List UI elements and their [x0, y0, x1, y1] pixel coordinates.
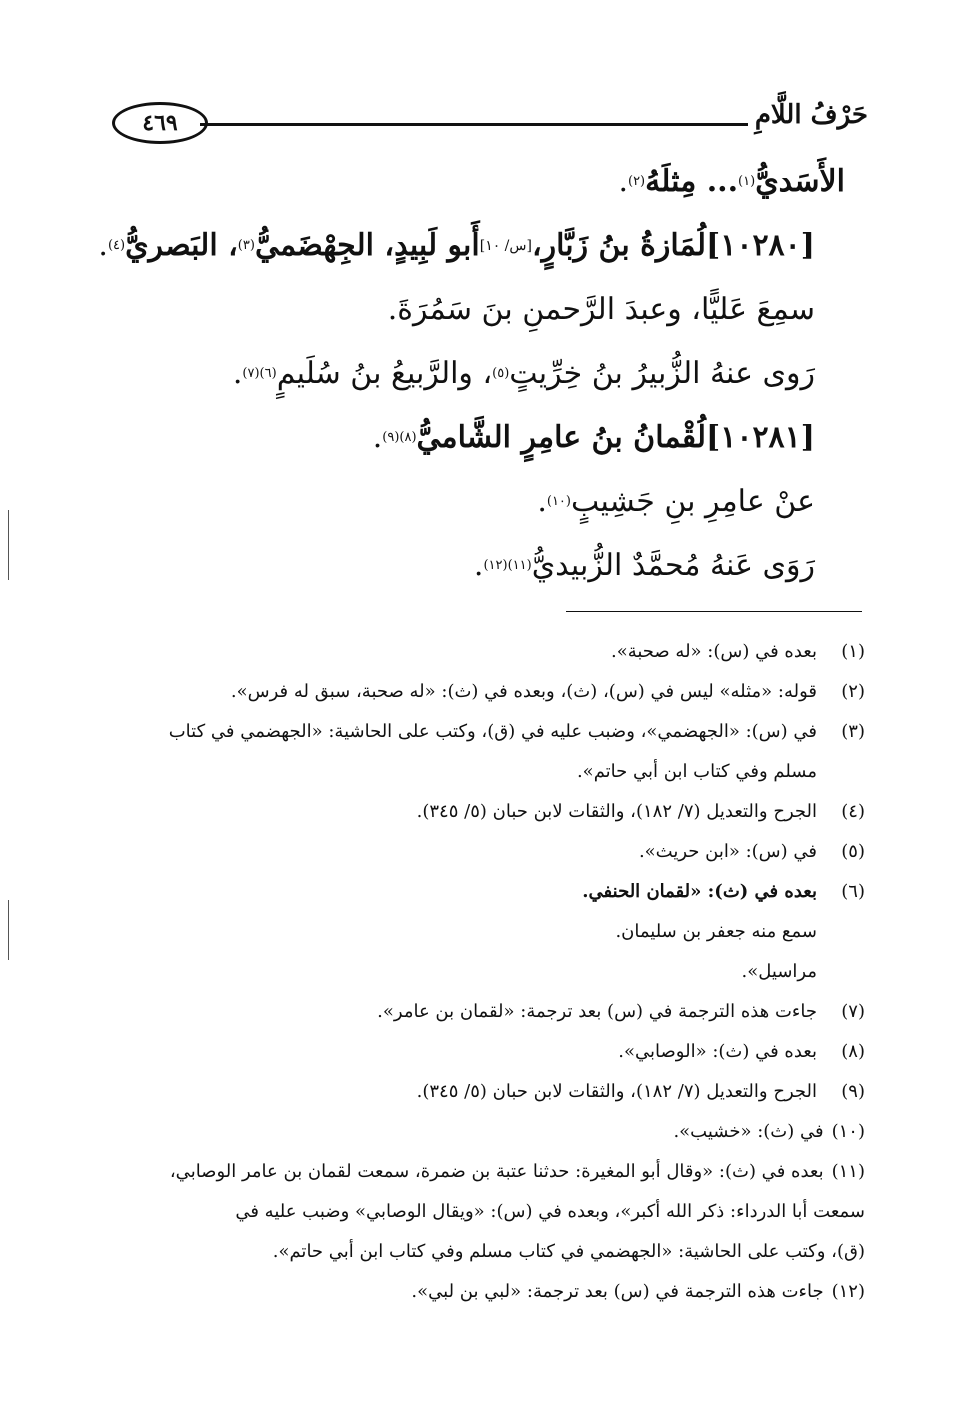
page-number-badge	[112, 102, 208, 144]
text-span: سمِعَ عَليًّا، وعبدَ الرَّحمنِ بنَ سَمُرَةَ.	[387, 292, 815, 327]
footnote-text: بعده في (ث): «وقال أبو المغيرة: حدثنا عتبة بن ضمرة، سمعت لقمان بن عامر الوصابي،	[169, 1161, 824, 1182]
footnote-text: قوله: «مثله» ليس في (س)، (ث)، وبعده في (ث): «له صحبة، سبق له فرس».	[230, 681, 817, 702]
footnote-text: في (س): «ابن حريث».	[638, 841, 817, 862]
footnote-2	[120, 672, 865, 712]
footnote-text: بعده في (س): «له صحبة».	[610, 641, 817, 662]
text-line-1: الأَسَديُّ (١) ... مِثلَهُ (٢) .	[618, 164, 845, 199]
footnote-text: الجرح والتعديل (٧/ ١٨٢)، والثقات لابن حبان (٥/ ٣٤٥).	[416, 1081, 817, 1102]
scan-edge-mark	[8, 510, 9, 580]
footnote-text: في (ث): «خشيب».	[673, 1121, 824, 1142]
footnote-number: (٥)	[841, 841, 865, 862]
footnote-4	[120, 792, 865, 832]
entry-10280-line-2	[125, 278, 845, 342]
page-header	[112, 96, 868, 148]
footnote-text: الجرح والتعديل (٧/ ١٨٢)، والثقات لابن حبان (٥/ ٣٤٥).	[416, 801, 817, 822]
entry-10281-heading: [١٠٢٨١] لُقْمانُ بنُ عامِرٍ الشَّاميُّ (٨)(٩) .	[372, 420, 815, 455]
entry-name: لُقْمانُ بنُ عامِرٍ الشَّاميُّ	[416, 420, 707, 455]
footnote-text: بعده في (ث): «الوصابي».	[618, 1041, 817, 1062]
footnote-continuation: مراسيل».	[741, 961, 817, 982]
footnote-9	[120, 1072, 865, 1112]
footnote-number: (٤)	[841, 801, 865, 822]
footnote-continuation: سمعت أبا الدرداء: ذكر الله أكبر»، وبعده في (س): «ويقال الوصابي» وضبب عليه في	[235, 1201, 865, 1222]
footnote-3	[120, 712, 865, 792]
footnote-8	[120, 1032, 865, 1072]
footnote-text: جاءت هذه الترجمة في (س) بعد ترجمة: «لبي بن لبي».	[411, 1281, 824, 1302]
entry-nisba: ، البَصريُّ	[125, 228, 238, 263]
manuscript-ref: [س/ ١٠]	[479, 238, 532, 254]
footnote-continuation: سمع منه جعفر بن سليمان.	[615, 921, 817, 942]
footnote-10	[120, 1112, 865, 1152]
page-number: ٤٦٩	[142, 110, 178, 136]
footnote-separator	[566, 611, 862, 612]
footnote-number: (٦)	[841, 881, 865, 902]
entry-number: [١٠٢٨١]	[706, 420, 815, 455]
footnote-continuation: (ق)، وكتب على الحاشية: «الجهضمي في كتاب مسلم وفي كتاب ابن أبي حاتم».	[272, 1241, 865, 1262]
scan-edge-mark	[8, 900, 9, 960]
header-rule	[200, 123, 748, 126]
entry-name: لُمَازةُ بنُ زَبَّارٍ،	[531, 228, 707, 263]
entry-10280-line-3: رَوى عنهُ الزُّبيرُ بنُ خِرِّيتٍ (٥) ، والرَّبيعُ بنُ سُلَيمٍ (٦)(٧) .	[232, 356, 815, 391]
footnote-number: (١)	[841, 641, 865, 662]
footnote-number: (٧)	[841, 1001, 865, 1022]
entry-10280-heading: [١٠٢٨٠] لُمَازةُ بنُ زَبَّارٍ، [س/ ١٠] أَبو لَبِيدٍ، الجِهْضَميُّ (٣) ، البَصريُّ (٤) .	[98, 228, 815, 263]
footnote-6	[120, 872, 865, 992]
main-text	[98, 150, 845, 598]
text-span: .	[618, 164, 628, 199]
footnote-text: جاءت هذه الترجمة في (س) بعد ترجمة: «لقمان بن عامر».	[377, 1001, 817, 1022]
footnote-5	[120, 832, 865, 872]
text-span: رَوَى عَنهُ مُحمَّدٌ الزُّبيديُّ	[531, 548, 815, 583]
text-span: .	[98, 228, 108, 263]
footnote-number: (١٠)	[831, 1121, 865, 1142]
footnote-number: (١١)	[831, 1161, 865, 1182]
text-span: رَوى عنهُ الزُّبيرُ بنُ خِرِّيتٍ	[509, 356, 815, 391]
text-span: ، والرَّبيعُ بنُ سُلَيمٍ	[276, 356, 493, 391]
footnote-number: (٣)	[841, 721, 865, 742]
text-span: عنْ عامِرِ بنِ جَشِيبٍ	[570, 484, 815, 519]
text-span: ... مِثلَهُ	[645, 164, 739, 199]
footnote-continuation: مسلم وفي كتاب ابن أبي حاتم».	[576, 761, 817, 782]
section-title: حَرْفُ اللَّامِ	[754, 100, 868, 130]
text-span: .	[232, 356, 243, 391]
entry-kunya: أَبو لَبِيدٍ، الجِهْضَميُّ	[254, 228, 480, 263]
text-span: .	[537, 484, 547, 519]
footnote-1	[120, 632, 865, 672]
entry-10281-line-3: رَوَى عَنهُ مُحمَّدٌ الزُّبيديُّ (١١)(١٢) .	[473, 548, 815, 583]
entry-number: [١٠٢٨٠]	[706, 228, 815, 263]
footnote-number: (٨)	[841, 1041, 865, 1062]
footnotes	[120, 632, 865, 1312]
text-span: .	[473, 548, 484, 583]
footnote-text: بعده في (ث): «لقمان الحنفي.	[582, 881, 817, 902]
entry-10281-line-2: عنْ عامِرِ بنِ جَشِيبٍ (١٠) .	[537, 484, 815, 519]
footnote-number: (٢)	[841, 681, 865, 702]
footnote-number: (١٢)	[831, 1281, 865, 1302]
footnote-text: في (س): «الجهضمي»، وضبب عليه في (ق)، وكتب على الحاشية: «الجهضمي في كتاب	[168, 721, 817, 742]
text-span: .	[372, 420, 383, 455]
footnote-7	[120, 992, 865, 1032]
footnote-11	[120, 1152, 865, 1272]
footnote-12	[120, 1272, 865, 1312]
text-span: الأَسَديُّ	[755, 164, 845, 199]
footnote-number: (٩)	[841, 1081, 865, 1102]
